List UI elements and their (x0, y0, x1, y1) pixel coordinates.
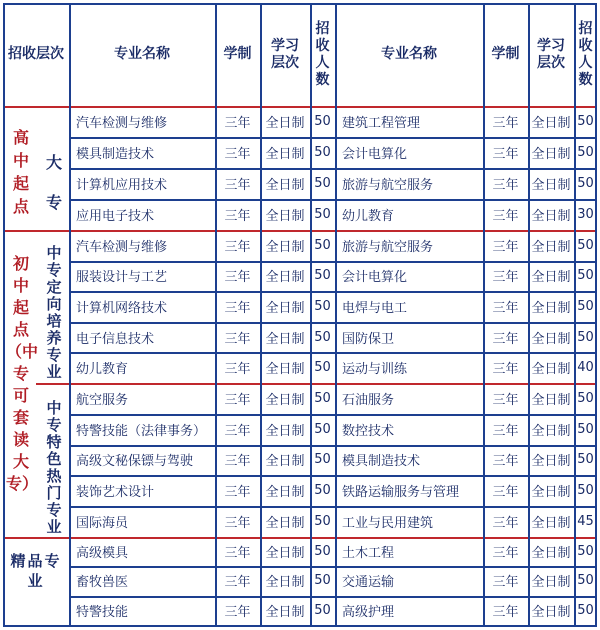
row-divider (69, 199, 597, 201)
row-divider (69, 414, 597, 416)
cell-system-left: 三年 (224, 239, 251, 255)
cell-study-right: 全日制 (531, 331, 571, 347)
cell-study-left: 全日制 (265, 546, 305, 562)
cell-study-left: 全日制 (265, 209, 305, 224)
cell-system-left: 三年 (224, 485, 251, 501)
cell-count-left: 50 (314, 207, 331, 222)
group-dazhuan: 大专 (45, 153, 62, 212)
cell-count-left: 50 (314, 602, 331, 618)
cell-system-left: 三年 (224, 147, 251, 162)
cell-count-right: 50 (577, 544, 594, 560)
cell-major-left: 高级文秘保镖与驾驶 (76, 454, 194, 470)
header-study-right (528, 3, 574, 106)
header-count-right-text: 招收人数 (578, 20, 593, 88)
header-study-left-text: 学习层次 (271, 37, 299, 71)
cell-count-left: 50 (314, 329, 331, 345)
cell-study-left: 全日制 (265, 454, 305, 470)
cell-system-left: 三年 (224, 270, 251, 286)
cell-study-right: 全日制 (531, 604, 571, 620)
header-major-left: 专业名称 (114, 46, 170, 62)
cell-study-right: 全日制 (531, 575, 571, 591)
cell-study-left: 全日制 (265, 239, 305, 255)
cell-system-right: 三年 (492, 300, 519, 316)
cell-study-left: 全日制 (265, 392, 305, 408)
group-gaozhong: 高中起点 (12, 128, 29, 216)
cell-major-right: 运动与训练 (342, 362, 408, 378)
cell-major-left: 服装设计与工艺 (76, 270, 168, 286)
cell-major-left: 畜牧兽医 (76, 575, 129, 591)
cell-count-right: 50 (577, 237, 594, 253)
cell-study-right: 全日制 (531, 516, 571, 532)
cell-count-left: 50 (314, 544, 331, 560)
cell-count-right: 50 (577, 298, 594, 314)
cell-major-left: 幼儿教育 (76, 362, 129, 378)
cell-system-right: 三年 (492, 604, 519, 620)
cell-study-right: 全日制 (531, 300, 571, 316)
cell-study-left: 全日制 (265, 331, 305, 347)
cell-major-right: 国防保卫 (342, 331, 395, 347)
cell-study-right: 全日制 (531, 362, 571, 378)
cell-count-right: 50 (577, 573, 594, 589)
cell-major-right: 土木工程 (342, 546, 395, 562)
cell-count-right: 50 (577, 329, 594, 345)
cell-major-left: 电子信息技术 (76, 331, 155, 347)
cell-study-right: 全日制 (531, 454, 571, 470)
header-count-right (574, 3, 597, 106)
cell-count-right: 50 (577, 483, 594, 499)
cell-major-right: 模具制造技术 (342, 454, 421, 470)
cell-system-right: 三年 (492, 209, 519, 224)
cell-study-right: 全日制 (531, 423, 571, 439)
cell-count-right: 50 (577, 452, 594, 468)
group-chuzhong: 初中起点（中专可套读大专） (6, 254, 39, 493)
cell-system-left: 三年 (224, 516, 251, 532)
cell-major-left: 模具制造技术 (76, 147, 155, 162)
cell-major-left: 高级模具 (76, 546, 129, 562)
cell-system-right: 三年 (492, 270, 519, 286)
cell-system-left: 三年 (224, 604, 251, 620)
cell-count-left: 50 (314, 514, 331, 530)
cell-study-right: 全日制 (531, 546, 571, 562)
cell-count-left: 50 (314, 145, 331, 160)
row-divider (69, 352, 597, 354)
row-divider (69, 596, 597, 598)
header-count-left-text: 招收人数 (315, 20, 330, 88)
cell-system-right: 三年 (492, 331, 519, 347)
cell-major-right: 高级护理 (342, 604, 395, 620)
cell-count-left: 50 (314, 176, 331, 191)
cell-count-right: 30 (577, 207, 594, 222)
header-study-right-text: 学习层次 (537, 37, 565, 71)
cell-system-right: 三年 (492, 454, 519, 470)
cell-system-right: 三年 (492, 485, 519, 501)
cell-count-left: 50 (314, 237, 331, 253)
cell-major-left: 汽车检测与维修 (76, 116, 168, 131)
cell-study-left: 全日制 (265, 178, 305, 193)
cell-study-right: 全日制 (531, 270, 571, 286)
cell-count-left: 50 (314, 390, 331, 406)
cell-system-right: 三年 (492, 147, 519, 162)
cell-system-left: 三年 (224, 423, 251, 439)
row-divider (69, 566, 597, 568)
cell-system-left: 三年 (224, 300, 251, 316)
cell-major-left: 装饰艺术设计 (76, 485, 155, 501)
cell-major-left: 特警技能（法律事务） (76, 423, 207, 439)
cell-study-right: 全日制 (531, 209, 571, 224)
cell-study-left: 全日制 (265, 423, 305, 439)
cell-study-left: 全日制 (265, 516, 305, 532)
cell-major-left: 航空服务 (76, 392, 129, 408)
header-study-left (260, 3, 310, 106)
cell-count-right: 50 (577, 602, 594, 618)
group-dingxiang: 中专定向培养专业 (46, 244, 62, 381)
cell-study-left: 全日制 (265, 300, 305, 316)
cell-major-left: 国际海员 (76, 516, 129, 532)
cell-study-right: 全日制 (531, 147, 571, 162)
row-divider (69, 291, 597, 293)
cell-major-left: 计算机应用技术 (76, 178, 168, 193)
cell-study-left: 全日制 (265, 604, 305, 620)
cell-count-left: 50 (314, 360, 331, 376)
cell-study-left: 全日制 (265, 270, 305, 286)
cell-major-right: 数控技术 (342, 423, 395, 439)
cell-system-right: 三年 (492, 392, 519, 408)
cell-system-right: 三年 (492, 575, 519, 591)
cell-major-right: 工业与民用建筑 (342, 516, 434, 532)
cell-system-right: 三年 (492, 178, 519, 193)
cell-major-left: 特警技能 (76, 604, 129, 620)
cell-count-right: 50 (577, 176, 594, 191)
header-count-left (310, 3, 335, 106)
cell-major-left: 应用电子技术 (76, 209, 155, 224)
cell-system-left: 三年 (224, 178, 251, 193)
col-line-left-edge (3, 3, 5, 627)
cell-system-left: 三年 (224, 362, 251, 378)
row-divider (69, 137, 597, 139)
cell-system-right: 三年 (492, 362, 519, 378)
cell-study-right: 全日制 (531, 239, 571, 255)
cell-count-left: 50 (314, 452, 331, 468)
cell-system-left: 三年 (224, 575, 251, 591)
row-divider (69, 475, 597, 477)
cell-count-right: 50 (577, 421, 594, 437)
header-level: 招收层次 (8, 46, 64, 62)
cell-system-left: 三年 (224, 454, 251, 470)
cell-major-right: 铁路运输服务与管理 (342, 485, 460, 501)
cell-count-right: 50 (577, 145, 594, 160)
cell-major-left: 汽车检测与维修 (76, 239, 168, 255)
cell-count-left: 50 (314, 483, 331, 499)
cell-major-left: 计算机网络技术 (76, 300, 168, 316)
cell-major-right: 会计电算化 (342, 270, 408, 286)
cell-count-right: 40 (577, 360, 594, 376)
cell-study-right: 全日制 (531, 485, 571, 501)
cell-major-right: 交通运输 (342, 575, 395, 591)
cell-study-left: 全日制 (265, 147, 305, 162)
cell-count-right: 50 (577, 268, 594, 284)
cell-study-right: 全日制 (531, 116, 571, 131)
cell-count-left: 50 (314, 421, 331, 437)
cell-major-right: 石油服务 (342, 392, 395, 408)
cell-major-right: 电焊与电工 (342, 300, 408, 316)
cell-count-right: 45 (577, 514, 594, 530)
cell-system-right: 三年 (492, 546, 519, 562)
cell-study-left: 全日制 (265, 485, 305, 501)
cell-major-right: 旅游与航空服务 (342, 178, 434, 193)
cell-system-left: 三年 (224, 392, 251, 408)
header-system-right: 学制 (491, 46, 520, 62)
group-tese: 中专特色热门专业 (46, 399, 62, 536)
cell-system-left: 三年 (224, 209, 251, 224)
cell-system-left: 三年 (224, 331, 251, 347)
row-divider (69, 506, 597, 508)
cell-system-right: 三年 (492, 239, 519, 255)
header-system-left: 学制 (223, 46, 252, 62)
group-jingpin: 精品专业 (10, 552, 62, 590)
top-border (3, 3, 597, 5)
cell-count-right: 50 (577, 390, 594, 406)
cell-major-right: 建筑工程管理 (342, 116, 421, 131)
cell-system-right: 三年 (492, 423, 519, 439)
header-major-right: 专业名称 (381, 46, 437, 62)
row-divider (69, 322, 597, 324)
row-divider (69, 445, 597, 447)
cell-count-left: 50 (314, 573, 331, 589)
row-divider (69, 168, 597, 170)
cell-study-right: 全日制 (531, 392, 571, 408)
cell-count-left: 50 (314, 298, 331, 314)
cell-count-left: 50 (314, 114, 331, 129)
cell-system-right: 三年 (492, 116, 519, 131)
cell-major-right: 会计电算化 (342, 147, 408, 162)
bottom-border (3, 625, 597, 627)
cell-major-right: 旅游与航空服务 (342, 239, 434, 255)
cell-count-left: 50 (314, 268, 331, 284)
cell-study-left: 全日制 (265, 575, 305, 591)
cell-system-left: 三年 (224, 546, 251, 562)
cell-study-left: 全日制 (265, 116, 305, 131)
cell-system-left: 三年 (224, 116, 251, 131)
cell-system-right: 三年 (492, 516, 519, 532)
cell-count-right: 50 (577, 114, 594, 129)
row-divider (69, 261, 597, 263)
cell-study-right: 全日制 (531, 178, 571, 193)
enrollment-table (3, 3, 597, 627)
cell-major-right: 幼儿教育 (342, 209, 395, 224)
cell-study-left: 全日制 (265, 362, 305, 378)
